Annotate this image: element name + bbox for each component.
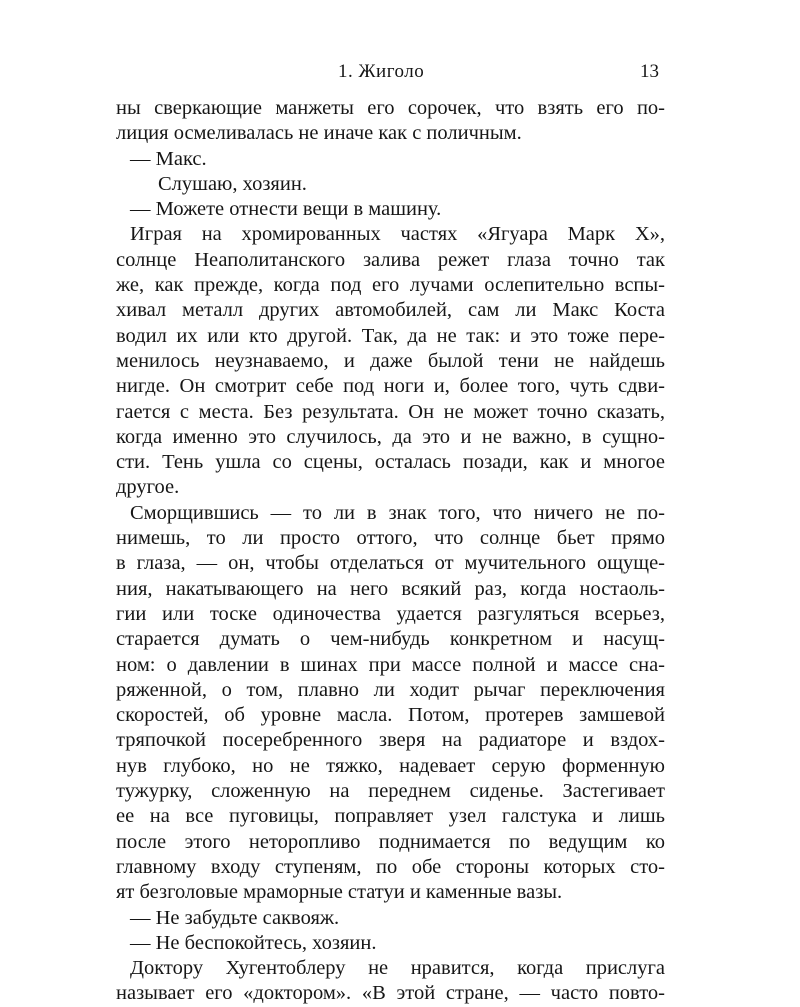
text-line: тряпочкой посеребренного зверя на радиаторе и вздох- (116, 729, 665, 752)
text-line: сти. Тень ушла со сцены, осталась позади, как и многое (116, 451, 665, 474)
text-line: Доктору Хугентоблеру не нравится, когда прислуга (130, 957, 665, 980)
text-line: Играя на хромированных частях «Ягуара Марк X», (130, 223, 665, 246)
text-line: солнце Неаполитанского залива режет глаза точно так (116, 248, 665, 271)
text-line: другое. (116, 476, 180, 499)
text-line: в глаза, — он, чтобы отделаться от мучительного ощуще- (116, 552, 665, 575)
text-line: Сморщившись — то ли в знак того, что ничего не по- (130, 501, 665, 524)
text-line: ния, накатывающего на него всякий раз, когда ностаоль- (116, 577, 665, 600)
text-line: же, как прежде, когда под его лучами ослепительно вспы- (116, 274, 665, 297)
text-line: — Не беспокойтесь, хозяин. (130, 931, 377, 954)
text-line: ном: о давлении в шинах при массе полной и массе сна- (116, 653, 665, 676)
text-line: ряженной, о том, плавно ли ходит рычаг переключения (116, 678, 665, 701)
text-line: Слушаю, хозяин. (158, 172, 307, 195)
text-line: лиция осмеливалась не иначе как с поличным. (116, 122, 522, 145)
text-line: нимешь, то ли просто оттого, что солнце бьет прямо (116, 527, 665, 550)
text-line: главному входу ступеням, по обе стороны которых сто- (116, 855, 665, 878)
text-line: гается с места. Без результата. Он не может точно сказать, (116, 400, 665, 423)
text-line: нигде. Он смотрит себе под ноги и, более того, чуть сдви- (116, 375, 665, 398)
text-line: старается думать о чем-нибудь конкретном и насущ- (116, 628, 665, 651)
text-line: ны сверкающие манжеты его сорочек, что взять его по- (116, 97, 665, 119)
chapter-title: 1. Жиголо (338, 61, 425, 82)
text-line: менилось неузнаваемо, и даже былой тени не найдешь (116, 349, 665, 372)
text-line: гии или тоске одиночества удается разгуляться всерьез, (116, 602, 665, 625)
text-line: называет его «доктором». «В этой стране, — часто повто- (116, 982, 665, 1005)
text-line: ят безголовые мраморные статуи и каменные вазы. (116, 881, 563, 904)
text-line: — Можете отнести вещи в машину. (130, 198, 442, 221)
text-line: когда именно это случилось, да это и не важно, в сущно- (116, 425, 665, 448)
page-number: 13 (640, 61, 659, 82)
text-line: нув глубоко, но не тяжко, надевает серую форменную (116, 754, 665, 777)
text-line: — Макс. (130, 147, 207, 170)
text-line: хивал металл других автомобилей, сам ли Макс Коста (116, 299, 665, 322)
running-head (116, 61, 665, 85)
text-line: после этого неторопливо поднимается по ведущим ко (116, 830, 665, 853)
text-line: водил их или кто другой. Так, да не так: и это тоже пере- (116, 324, 665, 347)
body-text (116, 96, 665, 1007)
text-line: скоростей, об уровне масла. Потом, протерев замшевой (116, 704, 665, 727)
text-line: — Не забудьте саквояж. (130, 906, 340, 929)
text-line: ее на все пуговицы, поправляет узел галстука и лишь (116, 805, 665, 828)
text-line: тужурку, сложенную на переднем сиденье. Застегивает (116, 780, 665, 803)
